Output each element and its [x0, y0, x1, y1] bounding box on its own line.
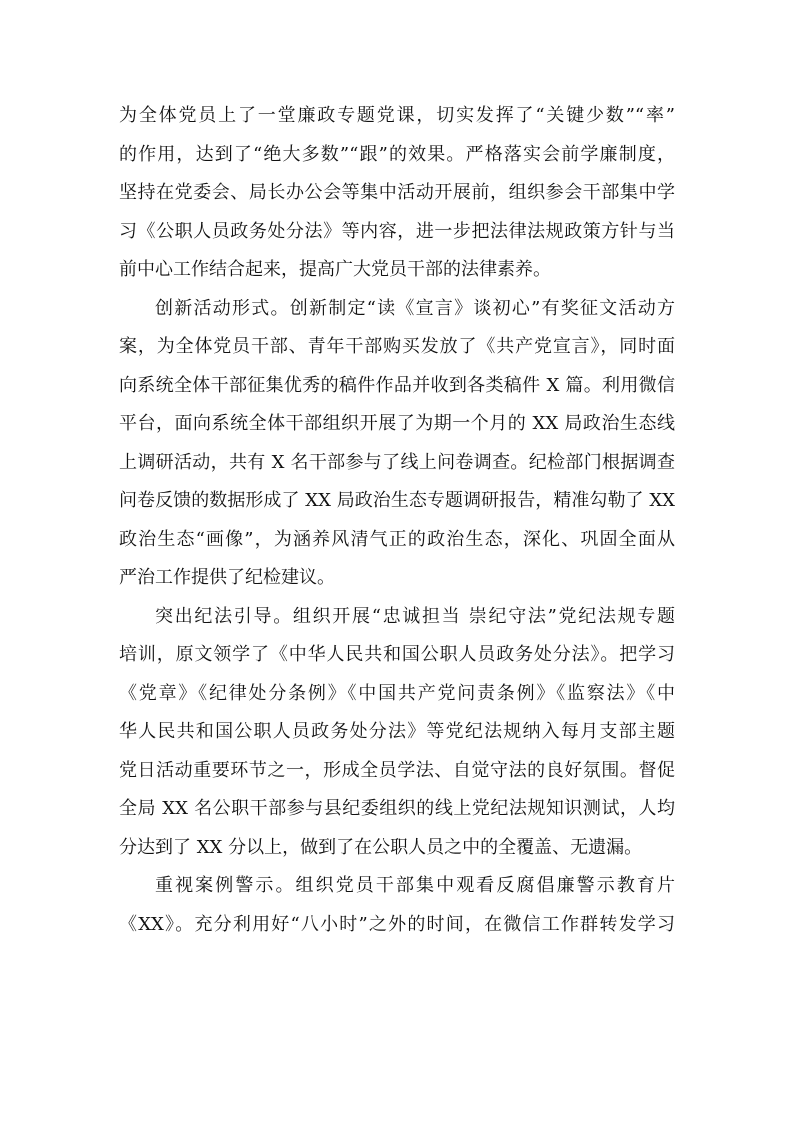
text-line: 向系统全体干部征集优秀的稿件作品并收到各类稿件 X 篇。利用微信 [119, 374, 675, 396]
text-line: 政治生态“画像”，为涵养风清气正的政治生态，深化、巩固全面从 [119, 528, 675, 550]
text-line: 严治工作提供了纪检建议。 [119, 567, 335, 588]
text-line: 坚持在党委会、局长办公会等集中活动开展前，组织参会干部集中学 [119, 182, 675, 203]
text-line: 问卷反馈的数据形成了 XX 局政治生态专题调研报告，精准勾勒了 XX [119, 490, 675, 511]
text-line: 重视案例警示。组织党员干部集中观看反腐倡廉警示教育片 [155, 875, 675, 896]
text-line: 《XX》。充分利用好“八小时”之外的时间，在微信工作群转发学习 [119, 913, 675, 935]
text-line: 为全体党员上了一堂廉政专题党课，切实发挥了“关键少数”“率” [119, 105, 675, 126]
text-line: 全局 XX 名公职干部参与县纪委组织的线上党纪法规知识测试，人均 [119, 798, 675, 819]
text-line: 创新活动形式。创新制定“读《宣言》谈初心”有奖征文活动方 [155, 297, 675, 319]
paragraph-continued [119, 97, 675, 290]
text-line: 案，为全体党员干部、青年干部购买发放了《共产党宣言》，同时面 [119, 336, 675, 357]
text-line: 党日活动重要环节之一，形成全员学法、自觉守法的良好氛围。督促 [119, 759, 675, 781]
document-body [119, 97, 675, 944]
text-line: 华人民共和国公职人员政务处分法》等党纪法规纳入每月支部主题 [119, 721, 675, 742]
text-line: 习《公职人员政务处分法》等内容，进一步把法律法规政策方针与当 [119, 220, 675, 242]
text-line: 分达到了 XX 分以上，做到了在公职人员之中的全覆盖、无遗漏。 [119, 836, 643, 858]
text-line: 《党章》《纪律处分条例》《中国共产党问责条例》《监察法》《中 [119, 682, 675, 704]
text-line: 培训，原文领学了《中华人民共和国公职人员政务处分法》。把学习 [119, 644, 675, 665]
text-line: 突出纪法引导。组织开展“忠诚担当 崇纪守法”党纪法规专题 [155, 605, 675, 627]
text-line: 的作用，达到了“绝大多数”“跟”的效果。严格落实会前学廉制度， [119, 143, 675, 165]
text-line: 平台，面向系统全体干部组织开展了为期一个月的 XX 局政治生态线 [119, 413, 675, 434]
paragraph-discipline-law [119, 598, 675, 868]
text-line: 上调研活动，共有 X 名干部参与了线上问卷调查。纪检部门根据调查 [119, 451, 675, 473]
paragraph-case-warning [119, 867, 675, 944]
paragraph-innovation [119, 290, 675, 598]
text-line: 前中心工作结合起来，提高广大党员干部的法律素养。 [119, 259, 551, 280]
